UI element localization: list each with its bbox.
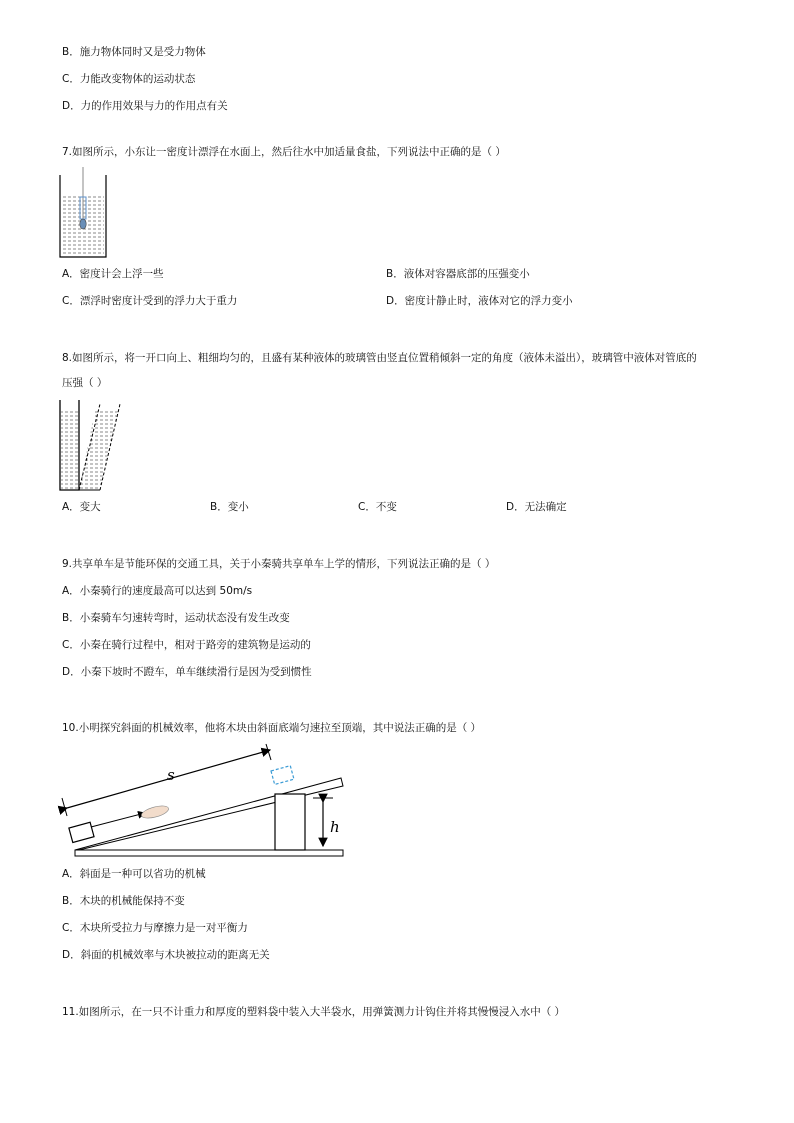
q10-s-label: s xyxy=(167,766,175,784)
q8-stem-line-1: 8.如图所示，将一开口向上、粗细均匀的，且盛有某种液体的玻璃管由竖直位置稍倾斜一定的角度（液体未溢出），玻璃管中液体对管底的 xyxy=(62,352,697,364)
q7-option-c: C．漂浮时密度计受到的浮力大于重力 xyxy=(62,295,238,307)
q6-option-d: D．力的作用效果与力的作用点有关 xyxy=(62,100,228,112)
q10-option-a: A．斜面是一种可以省功的机械 xyxy=(62,868,206,880)
q11-stem: 11.如图所示，在一只不计重力和厚度的塑料袋中装入大半袋水，用弹簧测力计钩住并将其慢慢浸入水中（ ） xyxy=(62,1006,566,1018)
q8-stem-line-2: 压强（ ） xyxy=(62,377,108,389)
q6-option-c: C．力能改变物体的运动状态 xyxy=(62,73,196,85)
q10-stem: 10.小明探究斜面的机械效率，他将木块由斜面底端匀速拉至顶端，其中说法正确的是（ ） xyxy=(62,722,482,734)
q8-option-c: C．不变 xyxy=(358,501,397,513)
q10-option-c: C．木块所受拉力与摩擦力是一对平衡力 xyxy=(62,922,248,934)
q9-option-a: A．小秦骑行的速度最高可以达到 50m/s xyxy=(62,585,253,597)
q10-option-b: B．木块的机械能保持不变 xyxy=(62,895,185,907)
q10-option-d: D．斜面的机械效率与木块被拉动的距离无关 xyxy=(62,949,270,961)
q9-option-b: B．小秦骑车匀速转弯时，运动状态没有发生改变 xyxy=(62,612,290,624)
q8-tube-figure xyxy=(55,398,125,493)
q10-incline-figure xyxy=(55,742,355,862)
q6-option-b: B．施力物体同时又是受力物体 xyxy=(62,46,206,58)
q8-option-d: D．无法确定 xyxy=(506,501,567,513)
q7-option-b: B．液体对容器底部的压强变小 xyxy=(386,268,530,280)
q7-option-a: A．密度计会上浮一些 xyxy=(62,268,164,280)
q8-option-b: B．变小 xyxy=(210,501,249,513)
q7-hydrometer-figure xyxy=(58,167,108,257)
q9-stem: 9.共享单车是节能环保的交通工具，关于小秦骑共享单车上学的情形，下列说法正确的是（ ） xyxy=(62,558,496,570)
q10-h-label: h xyxy=(330,818,340,836)
q7-option-d: D．密度计静止时，液体对它的浮力变小 xyxy=(386,295,573,307)
q8-option-a: A．变大 xyxy=(62,501,101,513)
q7-stem: 7.如图所示，小东让一密度计漂浮在水面上，然后往水中加适量食盐，下列说法中正确的是（ ） xyxy=(62,146,506,158)
q9-option-c: C．小秦在骑行过程中，相对于路旁的建筑物是运动的 xyxy=(62,639,311,651)
q9-option-d: D．小秦下坡时不蹬车，单车继续滑行是因为受到惯性 xyxy=(62,666,312,678)
